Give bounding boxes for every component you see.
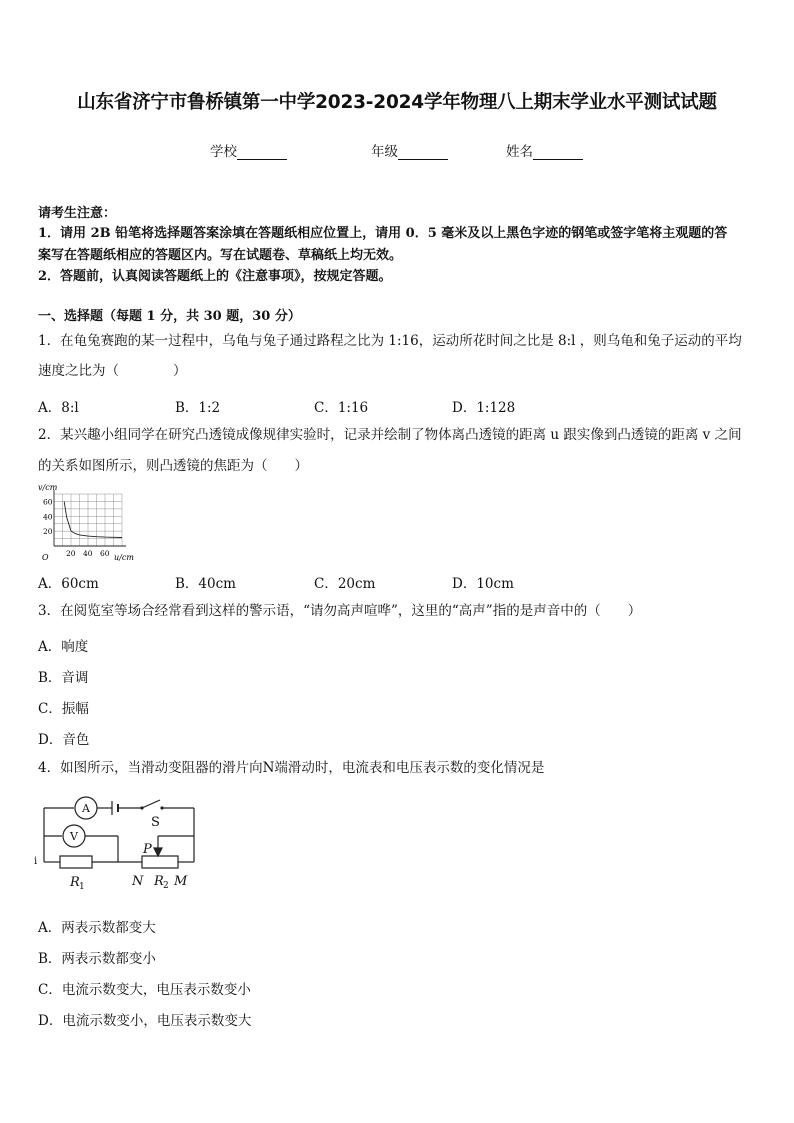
notice-line-1b: 案写在答题纸相应的答题区内。写在试题卷、草稿纸上均无效。 [38,248,403,263]
grade-label: 年级 [371,144,398,160]
q3-option-c: C．振幅 [38,701,89,717]
r1-label: R [70,875,80,890]
r2-subscript: 2 [163,881,169,891]
switch-contact-right [160,806,163,809]
name-blank [533,145,583,160]
r2-label: R [154,874,164,889]
q1-stem-2: 速度之比为（ ） [38,363,187,379]
name-field [506,140,583,160]
notice-heading: 请考生注意： [38,206,117,221]
y-tick-label: 40 [43,512,53,522]
origin-label: O [42,553,49,562]
circuit-diagram [34,790,204,894]
q2-option-c: C．20cm [314,576,376,592]
q4-option-c: C．电流示数变大，电压表示数变小 [38,982,251,998]
y-tick-label: 60 [43,497,53,507]
notice-line-1a: 1．请用 2B 铅笔将选择题答案涂填在答题纸相应位置上，请用 0．5 毫米及以上黑色字迹的钢笔或签字笔将主观题的答 [38,226,728,241]
notice-line-2: 2．答题前，认真阅读答题纸上的《注意事项》，按规定答题。 [38,269,392,284]
q1-option-b: B．1:2 [175,400,221,416]
x-tick-label: 60 [100,549,110,558]
page-title: 山东省济宁市鲁桥镇第一中学2023-2024学年物理八上期末学业水平测试试题 [77,92,717,113]
q1-stem-1: 1．在龟兔赛跑的某一过程中，乌龟与兔子通过路程之比为 1:16，运动所花时间之比是 8:l ，则乌龟和兔子运动的平均 [38,333,742,349]
q1-option-d: D．1:128 [452,400,516,416]
q3-option-d: D．音色 [38,732,90,748]
ammeter-label: A [82,802,90,815]
school-blank [237,145,287,160]
m-terminal-label: M [174,874,188,889]
y-tick-label: 20 [43,527,53,537]
q1-option-c: C．1:16 [314,400,369,416]
q4-option-d: D．电流示数变小，电压表示数变大 [38,1013,252,1029]
y-axis-label: v/cm [38,483,58,492]
switch-contact-left [140,806,143,809]
q2-stem-2: 的关系如图所示，则凸透镜的焦距为（ ） [38,458,308,474]
q2-option-d: D．10cm [452,576,514,592]
q2-option-a: A．60cm [38,576,99,592]
voltmeter-label: V [70,830,78,843]
q3-option-a: A．响度 [38,639,89,655]
switch-label: S [151,815,160,830]
r1-subscript: 1 [79,882,85,892]
chart-ticks [43,497,110,558]
school-label: 学校 [210,144,237,160]
q3-option-b: B．音调 [38,670,89,686]
x-tick-label: 40 [83,549,93,558]
grade-field [371,140,448,160]
n-terminal-label: N [132,874,144,889]
section-heading: 一、选择题（每题 1 分，共 30 题，30 分） [38,309,301,324]
slider-label: P [143,842,152,857]
name-label: 姓名 [506,144,533,160]
grade-blank [398,145,448,160]
stray-mark: i [34,856,38,867]
x-tick-label: 20 [66,549,76,558]
x-axis-label: u/cm [114,553,134,562]
school-field [210,140,287,160]
q2-option-b: B．40cm [175,576,236,592]
q4-stem: 4．如图所示，当滑动变阻器的滑片向N端滑动时，电流表和电压表示数的变化情况是 [38,760,545,776]
q4-option-a: A．两表示数都变大 [38,920,156,936]
q1-option-a: A．8:l [38,400,79,416]
q2-stem-1: 2．某兴趣小组同学在研究凸透镜成像规律实验时，记录并绘制了物体离凸透镜的距离 u 跟实像到凸透镜的距离 v 之间 [38,427,742,443]
q4-option-b: B．两表示数都变小 [38,951,156,967]
uv-graph [34,480,144,566]
q3-stem: 3．在阅览室等场合经常看到这样的警示语，“请勿高声喧哗”，这里的“高声”指的是声音中的（ ） [38,603,642,619]
